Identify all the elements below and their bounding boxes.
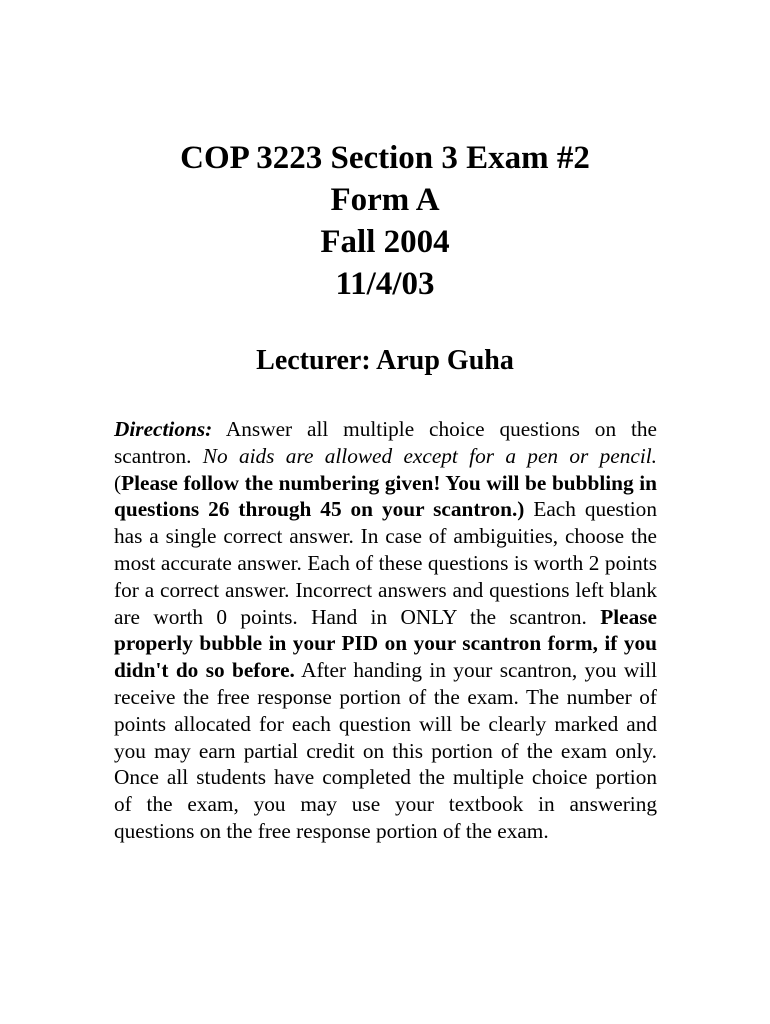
course-title: COP 3223 Section 3 Exam #2 [180, 140, 590, 176]
exam-form: Form A [330, 182, 440, 218]
directions-text-3: After handing in your scantron, you will receive the free response portion of the exam. The number of points allocated for each question will be clearly marked and you may earn partial credit on this portion of the exam only. Once all students have completed the multiple choice portion of the exam, you may use your textbook in answering questions on the free response portion of the exam. [114, 658, 657, 843]
exam-term: Fall 2004 [320, 224, 450, 260]
directions-aids-note: No aids are allowed except for a pen or pencil. [202, 443, 658, 468]
exam-title-block [0, 137, 770, 305]
directions-label: Directions: [114, 417, 213, 441]
directions-numbering-note: Please follow the numbering given! You will be bubbling in questions 26 through 45 on your scantron.) [114, 470, 657, 522]
directions-paragraph [114, 416, 657, 845]
directions-open-paren: ( [114, 470, 122, 495]
directions-text-2: Each question has a single correct answer. In case of ambiguities, choose the most accurate answer. Each of these questions is worth 2 points for a correct answer. Incorrect answers and questions left blank are worth 0 points. Hand in ONLY the scantron. [114, 497, 657, 629]
lecturer-name: Lecturer: Arup Guha [256, 345, 514, 376]
exam-date: 11/4/03 [335, 266, 435, 302]
directions-text-1: Answer all multiple choice questions on the scantron. [114, 417, 657, 468]
directions-pid-note: Please properly bubble in your PID on your scantron form, if you didn't do so before. [114, 604, 657, 683]
